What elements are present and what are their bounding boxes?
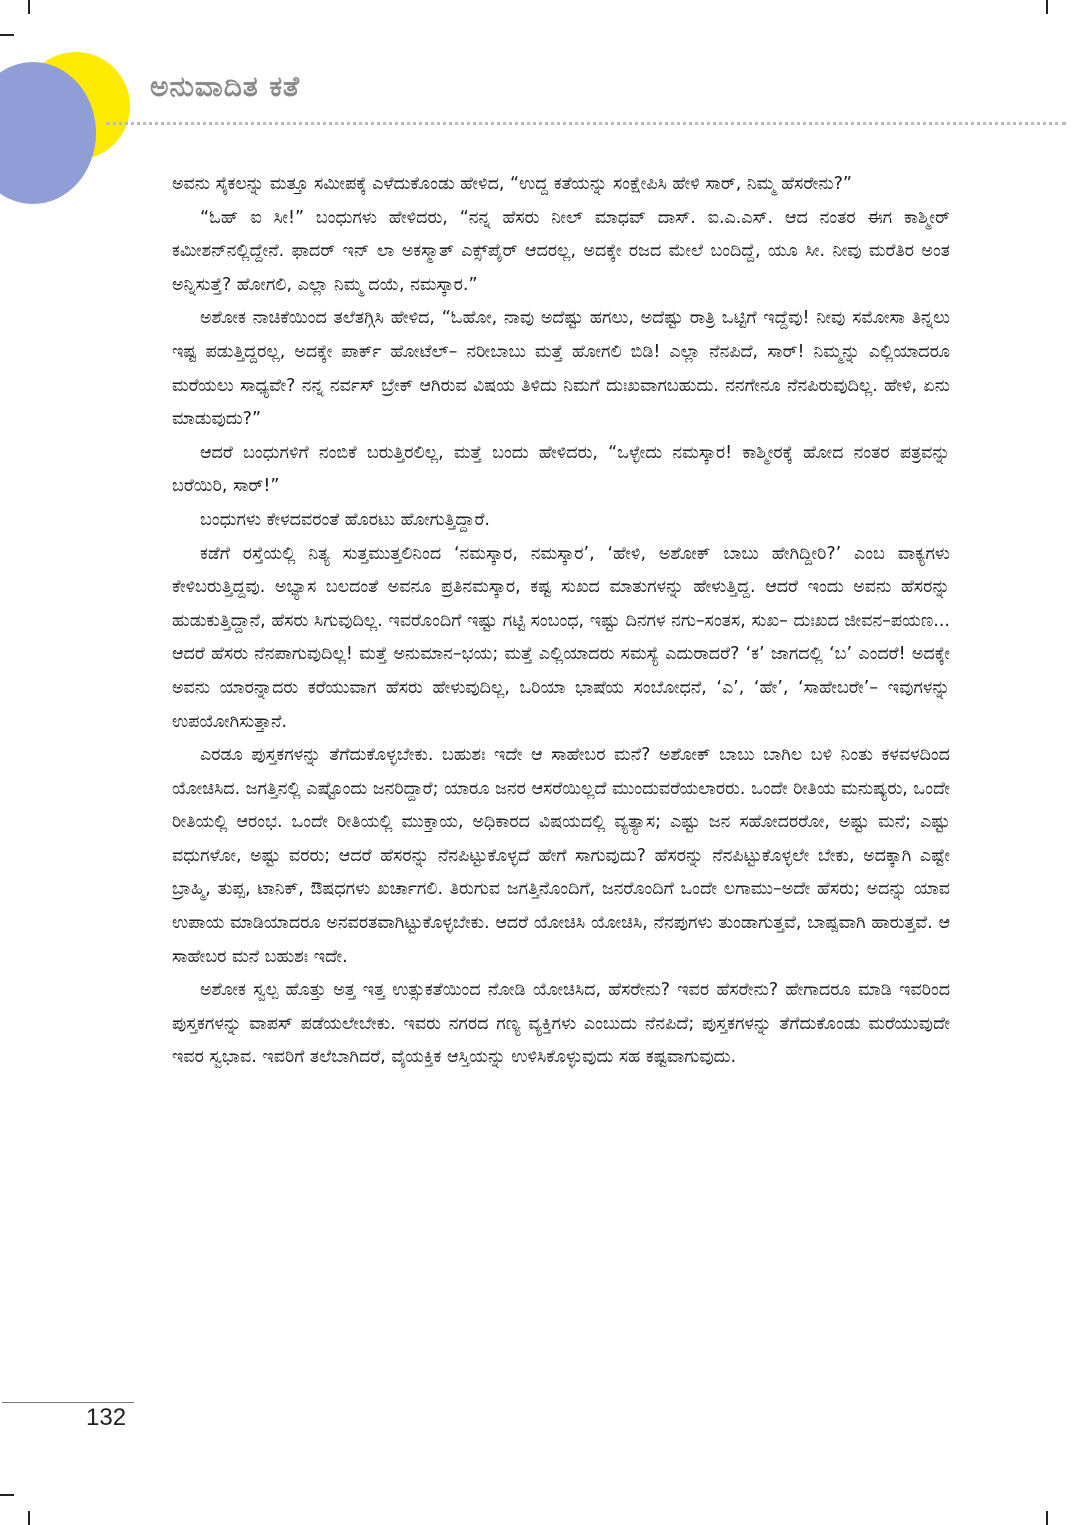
page-number: 132 bbox=[86, 1404, 127, 1431]
crop-mark-bottom-right bbox=[1046, 1511, 1048, 1525]
paragraph: ಬಂಧುಗಳು ಕೇಳದವರಂತೆ ಹೊರಟು ಹೋಗುತ್ತಿದ್ದಾರೆ. bbox=[200, 509, 490, 530]
paragraph: ಅಶೋಕ ಸ್ವಲ್ಪ ಹೊತ್ತು ಅತ್ತ ಇತ್ತ ಉತ್ಸುಕತೆಯಿಂದ ನೋಡಿ ಯೋಚಿಸಿದ, ಹೆಸರೇನು? ಇವರ ಹೆಸರೇನು? ಹೇಗಾದರೂ ಮಾಡಿ ಇವರಿಂದ ಪುಸ್ತಕಗಳನ್ನು ವಾಪಸ್ ಪಡೆಯಲೇಬೇಕು. ಇವರು ನಗರದ ಗಣ್ಯ ವ್ಯಕ್ತಿಗಳು ಎಂಬುದು ನೆನಪಿದೆ; ಪುಸ್ತಕಗಳನ್ನು ತೆಗೆದುಕೊಂಡು ಮರೆಯುವುದೇ ಇವರ ಸ್ವಭಾವ. ಇವರಿಗೆ ತಲೆಬಾಗಿದರೆ, ವೈಯಕ್ತಿಕ ಆಸ್ತಿಯನ್ನು ಉಳಿಸಿಕೊಳ್ಳುವುದು ಸಹ ಕಷ್ಟವಾಗುವುದು. bbox=[172, 980, 950, 1068]
crop-mark-bottom-left bbox=[28, 1511, 30, 1525]
crop-mark-left-bottom bbox=[0, 1494, 14, 1496]
paragraph: ಅವನು ಸೈಕಲನ್ನು ಮತ್ತೂ ಸಮೀಪಕ್ಕೆ ಎಳೆದುಕೊಂಡು ಹೇಳಿದ, “ಉದ್ದ ಕತೆಯನ್ನು ಸಂಕ್ಷೇಪಿಸಿ ಹೇಳಿ ಸಾರ್, ನಿಮ್ಮ ಹೆಸರೇನು?” bbox=[172, 174, 852, 194]
crop-mark-top-right bbox=[1046, 0, 1048, 14]
footer-rule bbox=[2, 1402, 134, 1403]
section-title: ಅನುವಾದಿತ ಕತೆ bbox=[150, 70, 301, 103]
paragraph: ಅಶೋಕ ನಾಚಿಕೆಯಿಂದ ತಲೆತಗ್ಗಿಸಿ ಹೇಳಿದ, “ಓಹೋ, ನಾವು ಅದೆಷ್ಟು ಹಗಲು, ಅದೆಷ್ಟು ರಾತ್ರಿ ಒಟ್ಟಿಗೆ ಇದ್ದೆವು! ನೀವು ಸಮೋಸಾ ತಿನ್ನಲು ಇಷ್ಟ ಪಡುತ್ತಿದ್ದರಲ್ಲ, ಅದಕ್ಕೇ ಪಾರ್ಕ್ ಹೋಟೆಲ್– ನರೀಬಾಬು ಮತ್ತೆ ಹೋಗಲಿ ಬಿಡಿ! ಎಲ್ಲಾ ನೆನಪಿದೆ, ಸಾರ್! ನಿಮ್ಮನ್ನು ಎಲ್ಲಿಯಾದರೂ ಮರೆಯಲು ಸಾಧ್ಯವೇ? ನನ್ನ ನರ್ವಸ್ ಬ್ರೇಕ್ ಆಗಿರುವ ವಿಷಯ ತಿಳಿದು ನಿಮಗೆ ದುಃಖವಾಗಬಹುದು. ನನಗೇನೂ ನೆನಪಿರುವುದಿಲ್ಲ. ಹೇಳಿ, ಏನು ಮಾಡುವುದು?” bbox=[172, 308, 950, 430]
crop-mark-left-top bbox=[0, 34, 14, 36]
paragraph: ಎರಡೂ ಪುಸ್ತಕಗಳನ್ನು ತೆಗೆದುಕೊಳ್ಳಬೇಕು. ಬಹುಶಃ ಇದೇ ಆ ಸಾಹೇಬರ ಮನೆ? ಅಶೋಕ್ ಬಾಬು ಬಾಗಿಲ ಬಳಿ ನಿಂತು ಕಳವಳದಿಂದ ಯೋಚಿಸಿದ. ಜಗತ್ತಿನಲ್ಲಿ ಎಷ್ಟೊಂದು ಜನರಿದ್ದಾರೆ; ಯಾರೂ ಜನರ ಆಸರೆಯಿಲ್ಲದೆ ಮುಂದುವರೆಯಲಾರರು. ಒಂದೇ ರೀತಿಯ ಮನುಷ್ಯರು, ಒಂದೇ ರೀತಿಯಲ್ಲಿ ಆರಂಭ. ಒಂದೇ ರೀತಿಯಲ್ಲಿ ಮುಕ್ತಾಯ, ಅಧಿಕಾರದ ವಿಷಯದಲ್ಲಿ ವ್ಯತ್ಯಾಸ; ಎಷ್ಟು ಜನ ಸಹೋದರರೋ, ಅಷ್ಟು ಮನೆ; ಎಷ್ಟು ವಧುಗಳೋ, ಅಷ್ಟು ವರರು; ಆದರೆ ಹೆಸರನ್ನು ನೆನಪಿಟ್ಟುಕೊಳ್ಳದೆ ಹೇಗೆ ಸಾಗುವುದು? ಹೆಸರನ್ನು ನೆನಪಿಟ್ಟುಕೊಳ್ಳಲೇ ಬೇಕು, ಅದಕ್ಕಾಗಿ ಎಷ್ಟೇ ಬ್ರಾಹ್ಮಿ, ತುಪ್ಪ, ಟಾನಿಕ್, ಔಷಧಗಳು ಖರ್ಚಾಗಲಿ. ತಿರುಗುವ ಜಗತ್ತಿನೊಂದಿಗೆ, ಜನರೊಂದಿಗೆ ಒಂದೇ ಲಗಾಮು–ಅದೇ ಹೆಸರು; ಅದನ್ನು ಯಾವ ಉಪಾಯ ಮಾಡಿಯಾದರೂ ಅನವರತವಾಗಿಟ್ಟುಕೊಳ್ಳಬೇಕು. ಆದರೆ ಯೋಚಿಸಿ ಯೋಚಿಸಿ, ನೆನಪುಗಳು ತುಂಡಾಗುತ್ತವೆ, ಬಾಷ್ಪವಾಗಿ ಹಾರುತ್ತವೆ. ಆ ಸಾಹೇಬರ ಮನೆ ಬಹುಶಃ ಇದೇ. bbox=[172, 745, 950, 967]
crop-mark-top-left bbox=[28, 0, 30, 14]
paragraph: ಆದರೆ ಬಂಧುಗಳಿಗೆ ನಂಬಿಕೆ ಬರುತ್ತಿರಲಿಲ್ಲ, ಮತ್ತೆ ಬಂದು ಹೇಳಿದರು, “ಒಳ್ಳೇದು ನಮಸ್ಕಾರ! ಕಾಶ್ಮೀರಕ್ಕೆ ಹೋದ ನಂತರ ಪತ್ರವನ್ನು ಬರೆಯಿರಿ, ಸಾರ್!” bbox=[172, 442, 950, 497]
story-text bbox=[172, 168, 950, 1075]
header-dotted-rule bbox=[106, 122, 1066, 125]
paragraph: “ಓಹ್ ಐ ಸೀ!” ಬಂಧುಗಳು ಹೇಳಿದರು, “ನನ್ನ ಹೆಸರು ನೀಲ್ ಮಾಧವ್ ದಾಸ್. ಐ.ಎ.ಎಸ್. ಆದ ನಂತರ ಈಗ ಕಾಶ್ಮೀರ್ ಕಮೀಶನ್‌ನಲ್ಲಿದ್ದೇನೆ. ಫಾದರ್ ಇನ್ ಲಾ ಅಕಸ್ಮಾತ್ ಎಕ್ಸ್‌ಪೈರ್ ಆದರಲ್ಲ, ಅದಕ್ಕೇ ರಜದ ಮೇಲೆ ಬಂದಿದ್ದೆ, ಯೂ ಸೀ. ನೀವು ಮರೆತಿರ ಅಂತ ಅನ್ನಿಸುತ್ತೆ? ಹೋಗಲಿ, ಎಲ್ಲಾ ನಿಮ್ಮ ದಯೆ, ನಮಸ್ಕಾರ.” bbox=[172, 207, 950, 295]
paragraph: ಕಡೆಗೆ ರಸ್ತೆಯಲ್ಲಿ ನಿತ್ಯ ಸುತ್ತಮುತ್ತಲಿನಿಂದ ‘ನಮಸ್ಕಾರ, ನಮಸ್ಕಾರ’, ‘ಹೇಳಿ, ಅಶೋಕ್ ಬಾಬು ಹೇಗಿದ್ದೀರಿ?’ ಎಂಬ ವಾಕ್ಯಗಳು ಕೇಳಿಬರುತ್ತಿದ್ದವು. ಅಭ್ಯಾಸ ಬಲದಂತೆ ಅವನೂ ಪ್ರತಿನಮಸ್ಕಾರ, ಕಷ್ಟ ಸುಖದ ಮಾತುಗಳನ್ನು ಹೇಳುತ್ತಿದ್ದ. ಆದರೆ ಇಂದು ಅವನು ಹೆಸರನ್ನು ಹುಡುಕುತ್ತಿದ್ದಾನೆ, ಹೆಸರು ಸಿಗುವುದಿಲ್ಲ. ಇವರೊಂದಿಗೆ ಇಷ್ಟು ಗಟ್ಟಿ ಸಂಬಂಧ, ಇಷ್ಟು ದಿನಗಳ ನಗು–ಸಂತಸ, ಸುಖ– ದುಃಖದ ಜೀವನ–ಪಯಣ... ಆದರೆ ಹೆಸರು ನೆನಪಾಗುವುದಿಲ್ಲ! ಮತ್ತೆ ಅನುಮಾನ–ಭಯ; ಮತ್ತೆ ಎಲ್ಲಿಯಾದರು ಸಮಸ್ಯೆ ಎದುರಾದರೆ? ‘ಕ’ ಜಾಗದಲ್ಲಿ ‘ಬ’ ಎಂದರೆ! ಅದಕ್ಕೇ ಅವನು ಯಾರನ್ನಾದರು ಕರೆಯುವಾಗ ಹೆಸರು ಹೇಳುವುದಿಲ್ಲ, ಒರಿಯಾ ಭಾಷೆಯ ಸಂಬೋಧನೆ, ‘ಎ’, ‘ಹೇ’, ‘ಸಾಹೇಬರೇ’– ಇವುಗಳನ್ನು ಉಪಯೋಗಿಸುತ್ತಾನೆ. bbox=[172, 543, 950, 732]
